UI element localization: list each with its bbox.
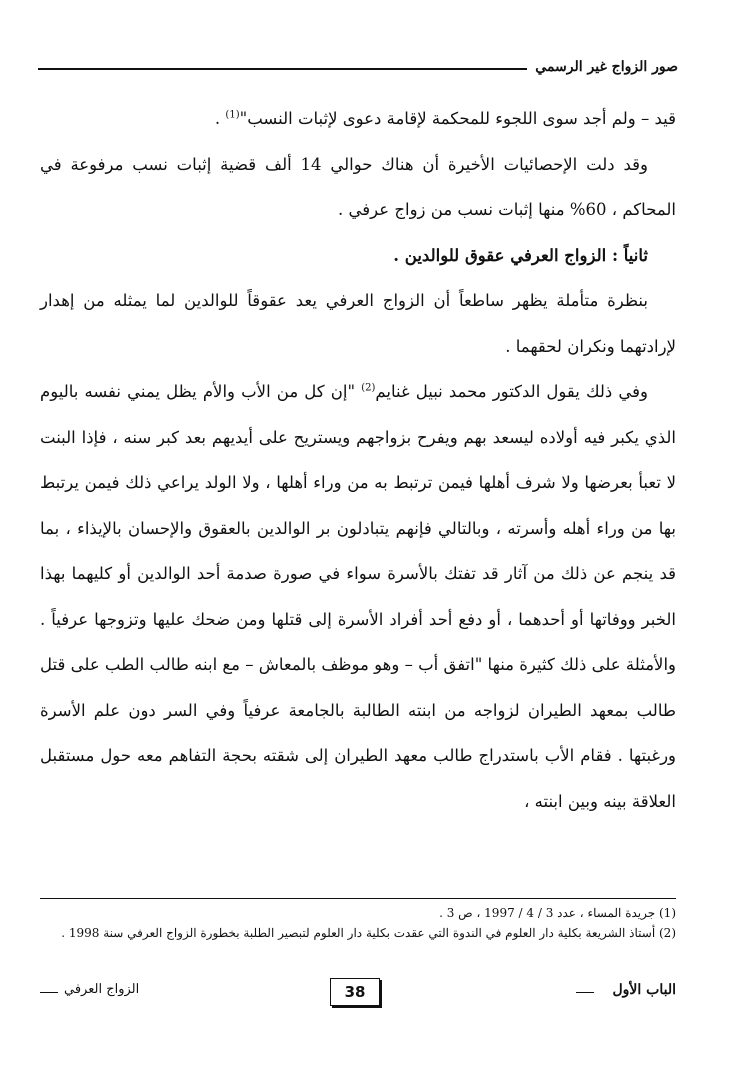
paragraph-2: وقد دلت الإحصائيات الأخيرة أن هناك حوالي 14 ألف قضية إثبات نسب مرفوعة في المحاكم ، 60% منها إثبات نسب من زواج عرفي .: [40, 154, 676, 219]
paragraph-3: بنظرة متأملة يظهر ساطعاً أن الزواج العرفي يعد عقوقاً للوالدين لما يمثله من إهدار لإرادتهما ونكران لحقهما .: [40, 291, 676, 356]
footnote-rule: [40, 898, 676, 899]
footer-book-title: الزواج العرفي: [64, 982, 140, 997]
footnote-2: (2) أستاذ الشريعة بكلية دار العلوم في الندوة التي عقدت بكلية دار العلوم لتبصير الطلبة بخطورة الزواج العرفي سنة 1998 .: [61, 926, 676, 940]
paragraph-4: [40, 369, 676, 824]
footnote-ref-1: (1): [225, 109, 240, 121]
paragraph-4-start: وفي ذلك يقول الدكتور محمد نبيل غنايم: [375, 382, 648, 401]
footer-chapter: الباب الأول: [612, 982, 676, 998]
paragraph-1-end: .: [214, 109, 226, 128]
footer-rule-left: [40, 992, 58, 993]
paragraph-1-text: قيد – ولم أجد سوى اللجوء للمحكمة لإقامة دعوى لإثبات النسب": [239, 109, 676, 128]
footnote-1: (1) جريدة المساء ، عدد 3 / 4 / 1997 ، ص 3 .: [439, 906, 676, 920]
paragraph-4-rest: "إن كل من الأب والأم يظل يمني نفسه باليوم الذي يكبر فيه أولاده ليسعد بهم ويفرح بزواجهم ويستريح على أيديهم بعد كبر سنه ، فإذا البنت لا تعبأ بعرضها ولا شرف أهلها فيمن ترتبط به من وراء أهلها ، ولا الولد يراعي ذلك فيمن يرتبط بها من وراء أهله وأسرته ، وبالتالي فإنهم يتبادلون بر الوالدين بالعقوق والإحسان بالإيذاء ، بما قد ينجم عن ذلك من آثار قد تفتك بالأسرة سواء في صورة صدمة أحد الوالدين أو كليهما بهذا الخبر ووفاتها أو أحدهما ، أو دفع أحد أفراد الأسرة إلى قتلها ومن ضحك عليها وتزوجها عرفياً . والأمثلة على ذلك كثيرة منها "اتفق أب – وهو موظف بالمعاش – مع ابنه طالب الطب على قتل طالب بمعهد الطيران لزواجه من ابنته الطالبة بالجامعة عرفياً وفي السر دون علم الأسرة ورغبتها . فقام الأب باستدراج طالب معهد الطيران إلى شقته بحجة التفاهم معه حول مستقبل العلاقة بينه وبين ابنته ،: [40, 382, 676, 811]
footnote-ref-2: (2): [361, 382, 376, 394]
page-number: 38: [330, 978, 380, 1006]
section-heading: ثانياً : الزواج العرفي عقوق للوالدين .: [393, 245, 648, 265]
footnotes: [40, 903, 676, 943]
running-header: [38, 56, 678, 78]
page-footer: [40, 978, 676, 1008]
paragraph-1: [40, 96, 676, 142]
footer-rule-right: [576, 992, 594, 993]
running-header-title: صور الزواج غير الرسمي: [527, 56, 678, 78]
body-text: [40, 96, 676, 824]
